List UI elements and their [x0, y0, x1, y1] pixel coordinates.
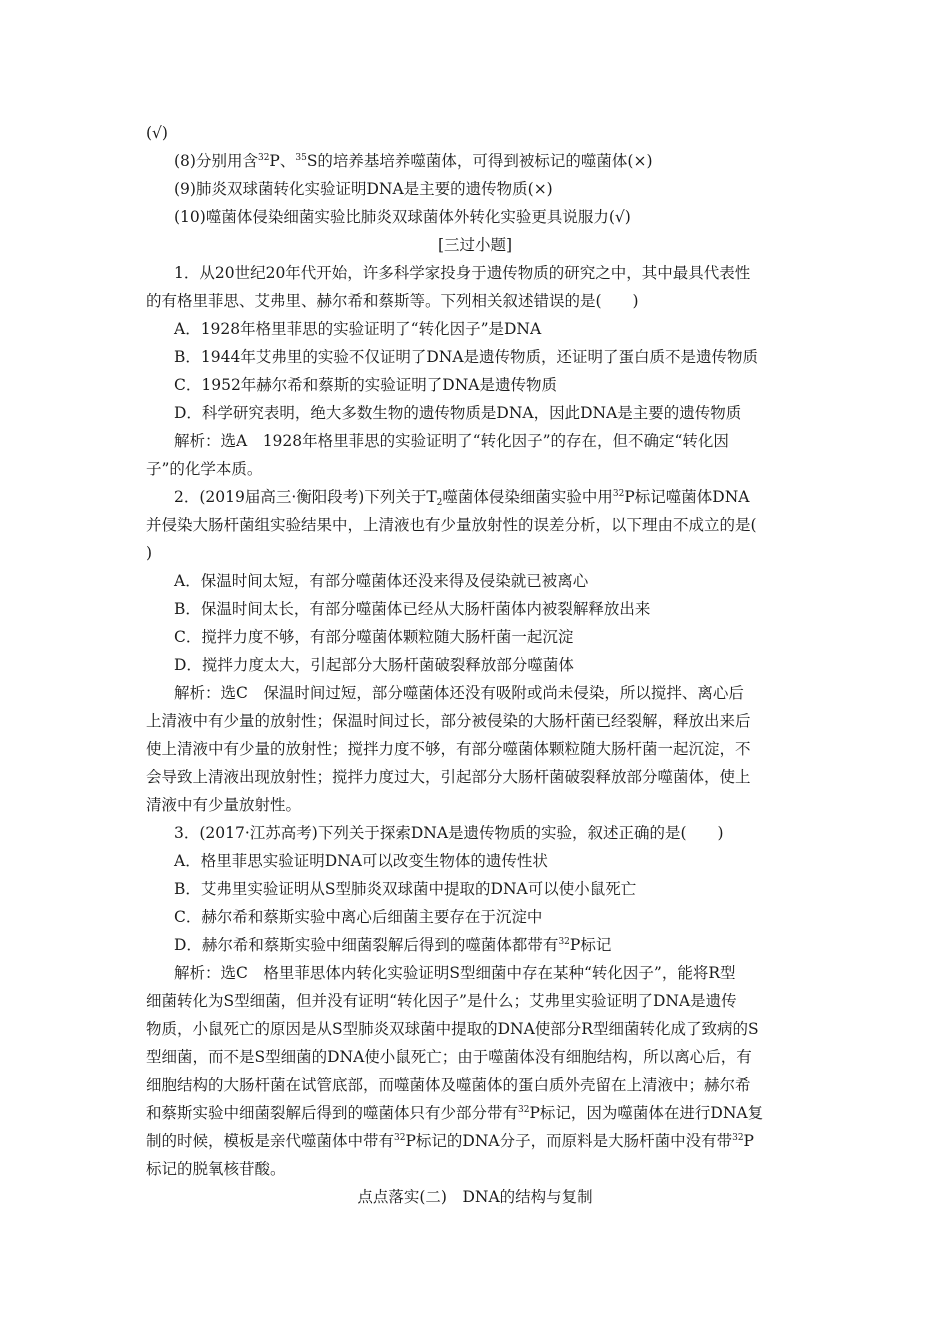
question-2-option-c: [174, 627, 573, 647]
text-run: 和蔡斯实验中细菌裂解后得到的噬菌体只有少部分带有: [146, 1104, 519, 1122]
text-run: 标记的脱氧核苷酸。: [146, 1160, 286, 1178]
text-run: A．1928年格里菲思的实验证明了“转化因子”是DNA: [174, 320, 542, 338]
text-run: C．搅拌力度不够，有部分噬菌体颗粒随大肠杆菌一起沉淀: [174, 628, 574, 646]
text-run: A．保温时间太短，有部分噬菌体还没来得及侵染就已被离心: [174, 572, 589, 590]
text-run: A．格里菲思实验证明DNA可以改变生物体的遗传性状: [174, 852, 548, 870]
judgement-item-8: [174, 151, 653, 171]
superscript: 32: [558, 937, 570, 947]
text-run: 点点落实(二) DNA的结构与复制: [357, 1188, 593, 1206]
text-run: (9)肺炎双球菌转化实验证明DNA是主要的遗传物质(×): [174, 180, 553, 198]
question-3-analysis-line-8: [146, 1159, 286, 1179]
text-run: B．艾弗里实验证明从S型肺炎双球菌中提取的DNA可以使小鼠死亡: [174, 880, 637, 898]
question-2-option-d: [174, 655, 574, 675]
text-run: D．赫尔希和蔡斯实验中细菌裂解后得到的噬菌体都带有: [174, 936, 559, 954]
question-2-stem-line-3: [146, 543, 152, 563]
judgement-item-10: [174, 207, 631, 227]
text-run: C．1952年赫尔希和蔡斯的实验证明了DNA是遗传物质: [174, 376, 557, 394]
text-run: 2．(2019届高三·衡阳段考)下列关于T: [174, 488, 437, 506]
text-run: ): [146, 544, 153, 562]
question-1-analysis-line-2: [146, 459, 262, 479]
text-run: 解析：选A 1928年格里菲思的实验证明了“转化因子”的存在，但不确定“转化因: [174, 432, 729, 450]
text-run: P标记: [569, 936, 612, 954]
question-2-analysis-line-2: [146, 711, 751, 731]
question-3-analysis-line-5: [146, 1075, 751, 1095]
text-run: 清液中有少量放射性。: [146, 796, 302, 814]
text-run: 物质，小鼠死亡的原因是从S型肺炎双球菌中提取的DNA使部分R型细菌转化成了致病的S: [146, 1020, 759, 1038]
question-1-stem-line-1: [174, 263, 750, 283]
text-run: D．搅拌力度太大，引起部分大肠杆菌破裂释放部分噬菌体: [174, 656, 574, 674]
question-3-option-b: [174, 879, 636, 899]
text-run: P: [743, 1132, 754, 1150]
question-3-analysis-line-6: [146, 1103, 763, 1123]
subscript: 2: [436, 498, 443, 508]
text-run: 细胞结构的大肠杆菌在试管底部，而噬菌体及噬菌体的蛋白质外壳留在上清液中；赫尔希: [146, 1076, 751, 1094]
superscript: 32: [732, 1133, 744, 1143]
text-run: 噬菌体侵染细菌实验中用: [442, 488, 613, 506]
text-run: 并侵染大肠杆菌组实验结果中，上清液也有少量放射性的误差分析，以下理由不成立的是(: [146, 516, 757, 534]
text-run: 型细菌，而不是S型细菌的DNA使小鼠死亡；由于噬菌体没有细胞结构，所以离心后，有: [146, 1048, 752, 1066]
question-2-analysis-line-1: [174, 683, 744, 703]
text-run: 上清液中有少量的放射性；保温时间过长，部分被侵染的大肠杆菌已经裂解，释放出来后: [146, 712, 751, 730]
question-1-analysis-line-1: [174, 431, 729, 451]
text-run: 3．(2017·江苏高考)下列关于探索DNA是遗传物质的实验，叙述正确的是( ): [174, 824, 724, 842]
text-run: [三过小题]: [437, 236, 513, 254]
question-1-stem-line-2: [146, 291, 639, 311]
question-3-option-c: [174, 907, 542, 927]
text-run: P、: [269, 152, 296, 170]
judgement-item-9: [174, 179, 553, 199]
question-3-analysis-line-1: [174, 963, 736, 983]
superscript: 32: [518, 1105, 530, 1115]
question-1-option-a: [174, 319, 541, 339]
text-run: P标记噬菌体DNA: [624, 488, 750, 506]
text-run: 的有格里菲思、艾弗里、赫尔希和蔡斯等。下列相关叙述错误的是( ): [146, 292, 639, 310]
text-run: (8)分别用含: [174, 152, 258, 170]
question-3-analysis-line-4: [146, 1047, 752, 1067]
text-run: (√): [146, 124, 168, 142]
section-heading-three-quizzes: [0, 235, 950, 255]
text-run: P标记，因为噬菌体在进行DNA复: [529, 1104, 764, 1122]
text-run: 细菌转化为S型细菌，但并没有证明“转化因子”是什么；艾弗里实验证明了DNA是遗传: [146, 992, 737, 1010]
question-2-stem-line-2: [146, 515, 757, 535]
question-2-analysis-line-5: [146, 795, 301, 815]
text-run: C．赫尔希和蔡斯实验中离心后细菌主要存在于沉淀中: [174, 908, 543, 926]
question-2-analysis-line-4: [146, 767, 751, 787]
question-2-option-a: [174, 571, 588, 591]
superscript: 32: [612, 489, 625, 499]
text-run: 制的时候，模板是亲代噬菌体中带有: [146, 1132, 395, 1150]
text-run: 解析：选C 保温时间过短，部分噬菌体还没有吸附或尚未侵染，所以搅拌、离心后: [174, 684, 744, 702]
question-1-option-b: [174, 347, 758, 367]
text-run: 子”的化学本质。: [146, 460, 263, 478]
text-run: 使上清液中有少量的放射性；搅拌力度不够，有部分噬菌体颗粒随大肠杆菌一起沉淀，不: [146, 740, 751, 758]
superscript: 35: [295, 153, 307, 163]
question-3-stem: [174, 823, 724, 843]
text-run: S的培养基培养噬菌体，可得到被标记的噬菌体(×): [306, 152, 653, 170]
answer-tail-7: [146, 123, 168, 143]
section-heading-dna-structure: [0, 1187, 950, 1207]
text-run: P标记的DNA分子，而原料是大肠杆菌中没有带: [405, 1132, 733, 1150]
question-3-analysis-line-2: [146, 991, 737, 1011]
question-2-option-b: [174, 599, 650, 619]
question-3-option-d: [174, 935, 611, 955]
question-2-stem-line-1: [174, 487, 750, 507]
superscript: 32: [394, 1133, 406, 1143]
text-run: 解析：选C 格里菲思体内转化实验证明S型细菌中存在某种“转化因子”，能将R型: [174, 964, 736, 982]
text-run: 1．从20世纪20年代开始，许多科学家投身于遗传物质的研究之中，其中最具代表性: [174, 264, 751, 282]
question-3-analysis-line-7: [146, 1131, 754, 1151]
text-run: (10)噬菌体侵染细菌实验比肺炎双球菌体外转化实验更具说服力(√): [174, 208, 631, 226]
question-2-analysis-line-3: [146, 739, 751, 759]
question-1-option-d: [174, 403, 741, 423]
question-3-analysis-line-3: [146, 1019, 759, 1039]
question-3-option-a: [174, 851, 548, 871]
question-1-option-c: [174, 375, 557, 395]
text-run: D．科学研究表明，绝大多数生物的遗传物质是DNA，因此DNA是主要的遗传物质: [174, 404, 742, 422]
text-run: B．保温时间太长，有部分噬菌体已经从大肠杆菌体内被裂解释放出来: [174, 600, 651, 618]
text-run: B．1944年艾弗里的实验不仅证明了DNA是遗传物质，还证明了蛋白质不是遗传物质: [174, 348, 759, 366]
superscript: 32: [257, 153, 270, 163]
text-run: 会导致上清液出现放射性；搅拌力度过大，引起部分大肠杆菌破裂释放部分噬菌体，使上: [146, 768, 751, 786]
